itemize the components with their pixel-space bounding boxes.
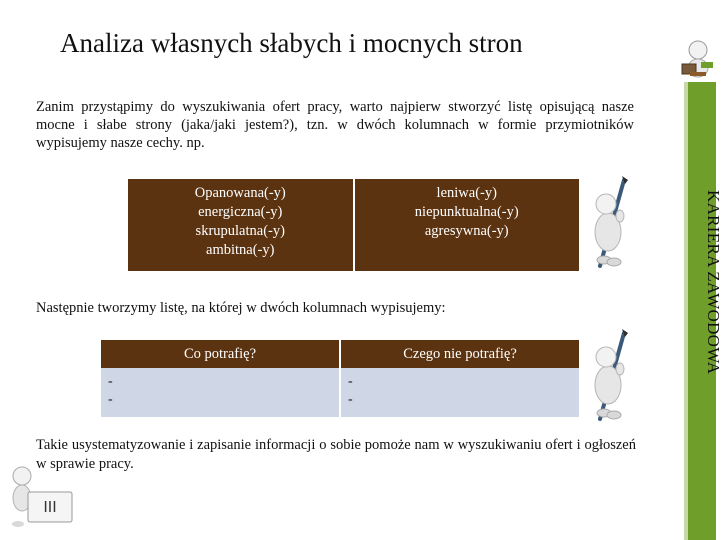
- can-do-item: -: [108, 392, 113, 407]
- second-paragraph: Następnie tworzymy listę, na której w dwóch kolumnach wypisujemy:: [36, 300, 446, 316]
- skills-table: [101, 340, 579, 417]
- intro-paragraph: Zanim przystąpimy do wyszukiwania ofert pracy, warto najpierw stworzyć listę opisującą nasze mocne i słabe strony (jaka/jaki jestem?), tzn. w dwóch kolumnach w formie przymiotników wypisujemy nasze cechy. np.: [36, 99, 634, 151]
- strength-item: ambitna(-y): [206, 242, 275, 258]
- cannot-do-item: -: [348, 392, 353, 407]
- person-with-board-icon: [8, 462, 78, 538]
- slide-title: Analiza własnych słabych i mocnych stron: [60, 28, 523, 58]
- can-do-header: Co potrafię?: [183, 346, 257, 362]
- strength-item: energiczna(-y): [198, 204, 283, 220]
- person-reading-icon: [676, 38, 720, 80]
- weakness-item: niepunktualna(-y): [414, 204, 519, 220]
- weakness-item: agresywna(-y): [424, 223, 509, 239]
- person-with-pencil-icon: [584, 325, 636, 423]
- can-do-item: -: [108, 374, 113, 389]
- sidebar-label: KARIERA ZAWODOWA: [704, 190, 723, 375]
- strength-item: skrupulatna(-y): [195, 223, 285, 239]
- person-with-pencil-icon: [584, 172, 636, 270]
- traits-table: [128, 179, 579, 271]
- weakness-item: leniwa(-y): [436, 185, 497, 201]
- cannot-do-header: Czego nie potrafię?: [339, 340, 579, 368]
- strengths-column: [128, 179, 353, 271]
- strength-item: Opanowana(-y): [194, 185, 286, 201]
- closing-paragraph: Takie usystematyzowanie i zapisanie informacji o sobie pomoże nam w wyszukiwaniu ofert i ogłoszeń w sprawie pracy.: [36, 437, 636, 472]
- skills-table-header: [101, 340, 579, 368]
- cannot-do-cell: [339, 368, 579, 417]
- weaknesses-column: [353, 179, 580, 271]
- board-label: III: [43, 499, 57, 516]
- can-do-cell: [101, 368, 339, 417]
- skills-table-body: [101, 368, 579, 417]
- cannot-do-item: -: [348, 374, 353, 389]
